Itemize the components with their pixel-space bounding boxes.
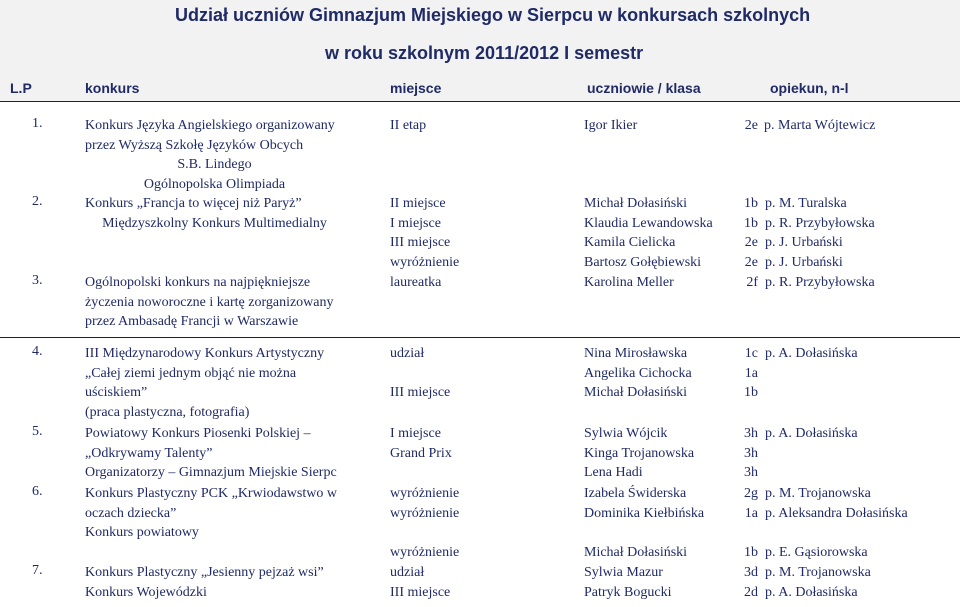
place-label: III miejsce <box>390 235 451 250</box>
student-name: Dominika Kiełbińska <box>584 505 705 521</box>
student-class: 3h <box>744 445 758 461</box>
student-class: 1a <box>744 505 758 521</box>
supervisor-name: p. M. Turalska <box>765 196 847 211</box>
supervisor-name: p. J. Urbański <box>765 254 843 270</box>
page-subtitle: w roku szkolnym 2011/2012 I semestr <box>325 43 644 63</box>
competition-line: „Odkrywamy Talenty” <box>85 445 213 461</box>
place-label: I miejsce <box>390 426 441 441</box>
student-name: Igor Ikier <box>584 118 638 133</box>
row-number: 6. <box>32 484 43 499</box>
header-miejsce: miejsce <box>390 80 442 96</box>
student-name: Bartosz Gołębiewski <box>584 254 702 270</box>
competition-line: Ogólnopolski konkurs na najpiękniejsze <box>85 275 311 290</box>
student-name: Patryk Bogucki <box>584 584 672 600</box>
supervisor-name: p. E. Gąsiorowska <box>765 544 868 560</box>
competition-line: życzenia noworoczne i kartę zorganizowany <box>85 294 334 310</box>
student-class: 1c <box>744 346 758 361</box>
page-title: Udział uczniów Gimnazjum Miejskiego w Sierpcu w konkursach szkolnych <box>175 5 811 25</box>
competition-line: (praca plastyczna, fotografia) <box>85 404 250 420</box>
place-label: udział <box>390 565 425 580</box>
supervisor-name: p. R. Przybyłowska <box>765 215 875 231</box>
student-name: Michał Dołasiński <box>584 544 688 560</box>
student-name: Klaudia Lewandowska <box>584 215 713 231</box>
row-number: 7. <box>32 563 43 578</box>
section-rule <box>0 337 960 338</box>
student-class: 2e <box>744 235 758 250</box>
student-class: 1a <box>744 365 758 381</box>
student-class: 1b <box>744 215 758 231</box>
competition-line: uściskiem” <box>85 385 148 400</box>
place-label: III miejsce <box>390 584 451 600</box>
supervisor-name: p. A. Dołasińska <box>765 346 858 361</box>
student-class: 2d <box>744 584 758 600</box>
student-class: 2e <box>744 118 758 133</box>
student-name: Sylwia Mazur <box>584 565 663 580</box>
row-number: 1. <box>32 116 43 131</box>
header-lp: L.P <box>10 80 32 96</box>
row-number: 2. <box>32 194 43 209</box>
student-class: 2f <box>746 275 758 290</box>
competition-line: Konkurs Wojewódzki <box>85 584 207 600</box>
place-label: udział <box>390 346 425 361</box>
supervisor-name: p. R. Przybyłowska <box>765 275 875 290</box>
competition-line: Konkurs Plastyczny PCK „Krwiodawstwo w <box>85 486 337 501</box>
competition-line: III Międzynarodowy Konkurs Artystyczny <box>85 346 325 361</box>
row-number: 3. <box>32 273 43 288</box>
row-number: 5. <box>32 424 43 439</box>
header-uczniowie: uczniowie / klasa <box>587 80 701 96</box>
place-label: I miejsce <box>390 215 441 231</box>
student-class: 1b <box>744 385 758 400</box>
student-name: Angelika Cichocka <box>584 365 692 381</box>
place-label: wyróżnienie <box>390 544 460 560</box>
student-name: Michał Dołasiński <box>584 196 688 211</box>
competition-line: Organizatorzy – Gimnazjum Miejskie Sierpc <box>85 465 337 480</box>
student-name: Kamila Cielicka <box>584 235 676 250</box>
supervisor-name: p. M. Trojanowska <box>765 565 871 580</box>
competition-line: Konkurs powiatowy <box>85 525 199 540</box>
competition-line: S.B. Lindego <box>177 157 252 172</box>
place-label: Grand Prix <box>390 445 452 461</box>
student-class: 3h <box>744 465 758 480</box>
competition-line: Konkurs Języka Angielskiego organizowany <box>85 118 335 133</box>
place-label: II etap <box>390 118 427 133</box>
student-class: 1b <box>744 196 758 211</box>
supervisor-name: p. Aleksandra Dołasińska <box>765 505 908 521</box>
student-name: Kinga Trojanowska <box>584 445 695 461</box>
place-label: laureatka <box>390 275 442 290</box>
supervisor-name: p. Marta Wójtewicz <box>764 118 876 133</box>
competition-line: Konkurs Plastyczny „Jesienny pejzaż wsi” <box>85 565 324 580</box>
student-name: Izabela Świderska <box>584 486 687 501</box>
competition-line: Międzyszkolny Konkurs Multimedialny <box>102 215 327 231</box>
supervisor-name: p. J. Urbański <box>765 235 843 250</box>
student-class: 1b <box>744 544 758 560</box>
header-konkurs: konkurs <box>85 80 140 96</box>
place-label: wyróżnienie <box>390 254 460 270</box>
place-label: wyróżnienie <box>390 486 460 501</box>
student-name: Lena Hadi <box>584 465 643 480</box>
place-label: wyróżnienie <box>390 505 460 521</box>
student-name: Nina Mirosławska <box>584 346 688 361</box>
row-number: 4. <box>32 344 43 359</box>
supervisor-name: p. A. Dołasińska <box>765 584 858 600</box>
student-name: Karolina Meller <box>584 275 674 290</box>
student-class: 2e <box>744 254 758 270</box>
supervisor-name: p. M. Trojanowska <box>765 486 871 501</box>
competition-line: „Całej ziemi jednym objąć nie można <box>85 365 297 381</box>
place-label: II miejsce <box>390 196 446 211</box>
place-label: III miejsce <box>390 385 451 400</box>
competition-line: Konkurs „Francja to więcej niż Paryż” <box>85 196 302 211</box>
competition-line: przez Ambasadę Francji w Warszawie <box>85 314 299 329</box>
student-class: 3h <box>744 426 758 441</box>
competition-line: przez Wyższą Szkołę Języków Obcych <box>85 137 304 153</box>
student-class: 2g <box>744 486 758 501</box>
header-opiekun: opiekun, n-l <box>770 80 849 96</box>
student-name: Michał Dołasiński <box>584 385 688 400</box>
competition-line: Ogólnopolska Olimpiada <box>143 176 286 192</box>
competition-line: oczach dziecka” <box>85 505 177 521</box>
student-class: 3d <box>744 565 758 580</box>
header-rule <box>0 101 960 102</box>
competition-line: Powiatowy Konkurs Piosenki Polskiej – <box>85 426 311 441</box>
supervisor-name: p. A. Dołasińska <box>765 426 858 441</box>
student-name: Sylwia Wójcik <box>584 426 668 441</box>
